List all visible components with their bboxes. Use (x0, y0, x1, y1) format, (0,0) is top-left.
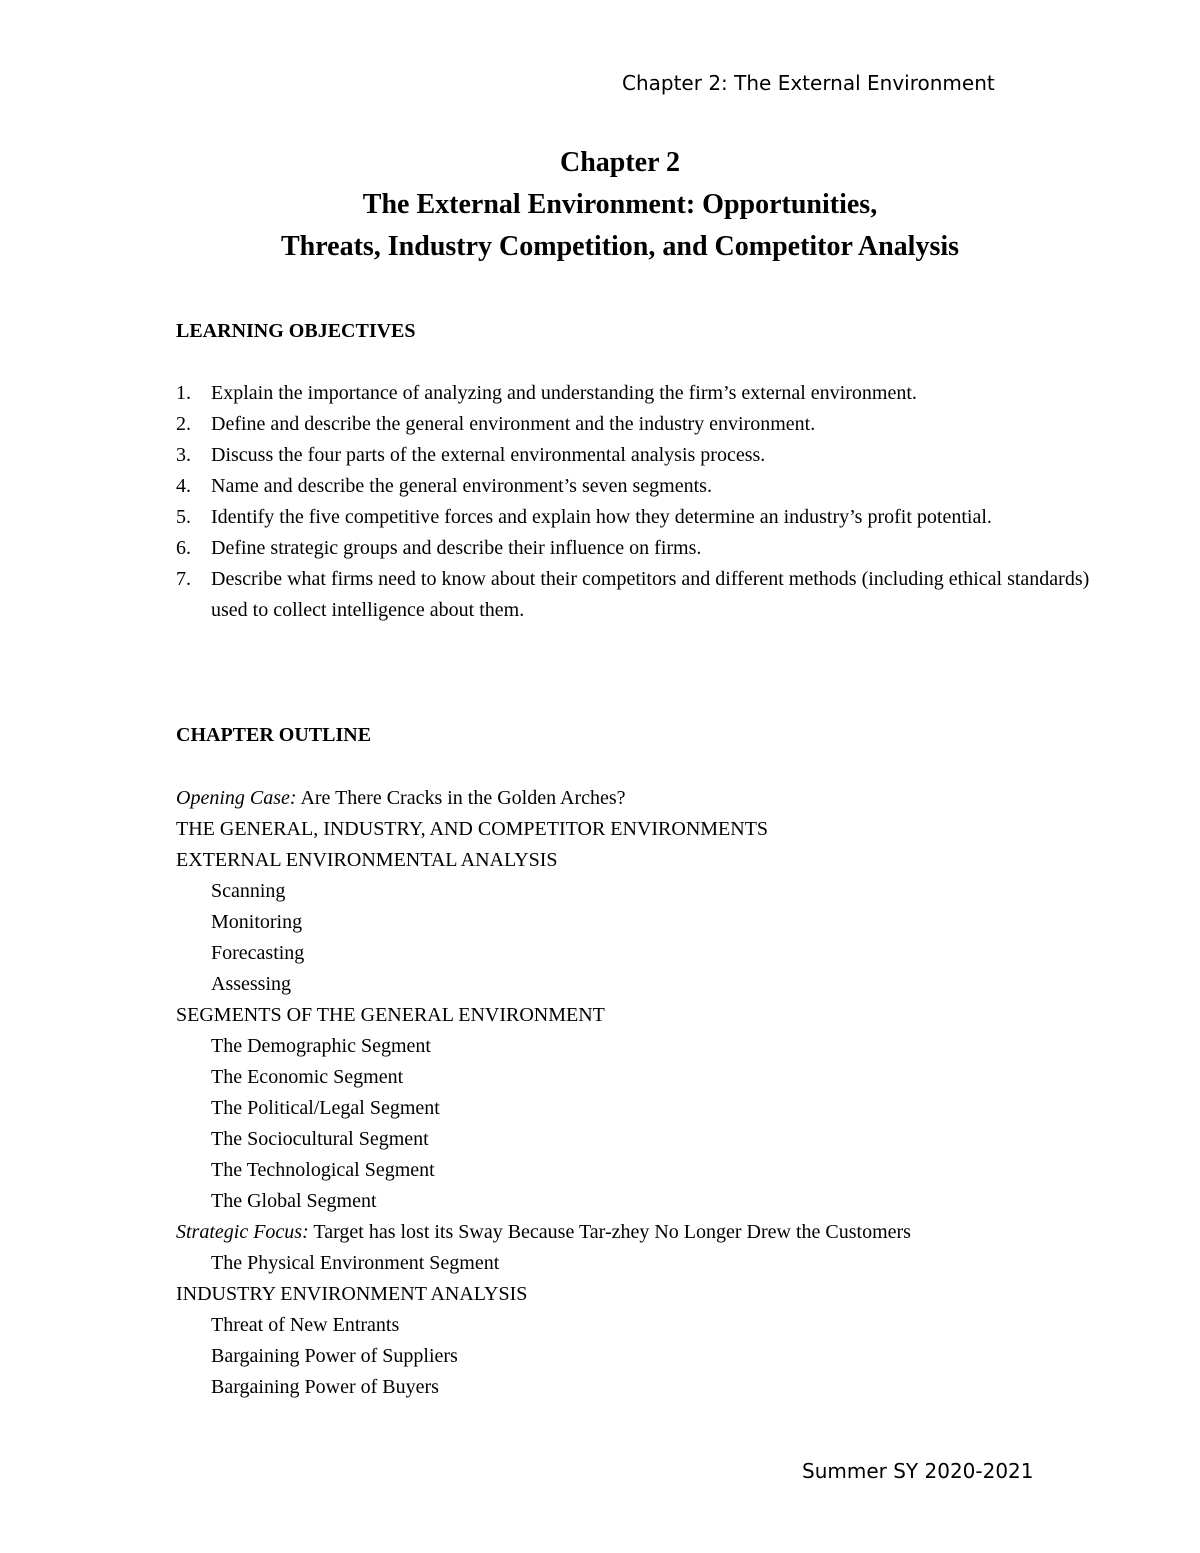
chapter-title-line-1: The External Environment: Opportunities, (362, 189, 878, 220)
chapter-number-title: Chapter 2 (559, 147, 681, 178)
outline-subitem: The Sociocultural Segment (211, 1128, 429, 1150)
objective-number: 6. (176, 537, 191, 559)
outline-section-title: INDUSTRY ENVIRONMENT ANALYSIS (176, 1283, 528, 1305)
chapter-outline (176, 783, 1096, 1403)
objective-item (176, 564, 1096, 626)
objective-text: Name and describe the general environment’s seven segments. (211, 475, 712, 497)
objective-text: Identify the five competitive forces and explain how they determine an industry’s profit potential. (211, 506, 992, 528)
opening-case-row (176, 783, 1096, 814)
outline-subitem: The Physical Environment Segment (211, 1252, 500, 1274)
opening-case-title: Are There Cracks in the Golden Arches? (296, 787, 626, 809)
opening-case-label: Opening Case: (176, 787, 297, 809)
outline-subitem: The Demographic Segment (211, 1035, 431, 1057)
objective-item (176, 471, 1096, 502)
outline-subitem: The Global Segment (211, 1190, 377, 1212)
objective-number: 7. (176, 568, 191, 590)
outline-subitem: Scanning (211, 880, 286, 902)
outline-subitem: The Technological Segment (211, 1159, 435, 1181)
running-footer: Summer SY 2020-2021 (802, 1459, 1034, 1483)
outline-section-title: SEGMENTS OF THE GENERAL ENVIRONMENT (176, 1004, 605, 1026)
outline-subitem: Threat of New Entrants (211, 1314, 400, 1336)
objective-number: 1. (176, 382, 191, 404)
outline-section-title: THE GENERAL, INDUSTRY, AND COMPETITOR ENVIRONMENTS (176, 818, 769, 840)
objective-text: Define and describe the general environment and the industry environment. (211, 413, 816, 435)
objective-number: 3. (176, 444, 191, 466)
learning-objectives-list (176, 378, 1096, 626)
objective-item (176, 533, 1096, 564)
objective-item (176, 440, 1096, 471)
outline-subitem: Forecasting (211, 942, 305, 964)
outline-subitem: The Political/Legal Segment (211, 1097, 440, 1119)
strategic-focus-row (176, 1217, 1096, 1248)
outline-section-title: EXTERNAL ENVIRONMENTAL ANALYSIS (176, 849, 558, 871)
objective-item (176, 409, 1096, 440)
objective-text: Describe what firms need to know about their competitors and different methods (including ethical standards) used to collect intelligence about them. (211, 568, 1090, 621)
chapter-title-block (0, 142, 1200, 268)
outline-subitem: The Economic Segment (211, 1066, 404, 1088)
objective-item (176, 378, 1096, 409)
chapter-outline-heading: CHAPTER OUTLINE (176, 724, 372, 746)
objective-text: Explain the importance of analyzing and understanding the firm’s external environment. (211, 382, 917, 404)
outline-subitem: Bargaining Power of Buyers (211, 1376, 439, 1398)
objective-text: Discuss the four parts of the external environmental analysis process. (211, 444, 766, 466)
chapter-title-line-2: Threats, Industry Competition, and Competitor Analysis (280, 231, 960, 262)
objective-item (176, 502, 1096, 533)
learning-objectives-heading: LEARNING OBJECTIVES (176, 320, 416, 342)
objective-text: Define strategic groups and describe their influence on firms. (211, 537, 702, 559)
outline-subitem: Assessing (211, 973, 292, 995)
outline-subitem: Monitoring (211, 911, 303, 933)
strategic-focus-title: Target has lost its Sway Because Tar-zhey No Longer Drew the Customers (308, 1221, 911, 1243)
objective-number: 4. (176, 475, 191, 497)
strategic-focus-label: Strategic Focus: (176, 1221, 309, 1243)
running-header: Chapter 2: The External Environment (622, 71, 995, 95)
objective-number: 2. (176, 413, 191, 435)
outline-subitem: Bargaining Power of Suppliers (211, 1345, 458, 1367)
objective-number: 5. (176, 506, 191, 528)
